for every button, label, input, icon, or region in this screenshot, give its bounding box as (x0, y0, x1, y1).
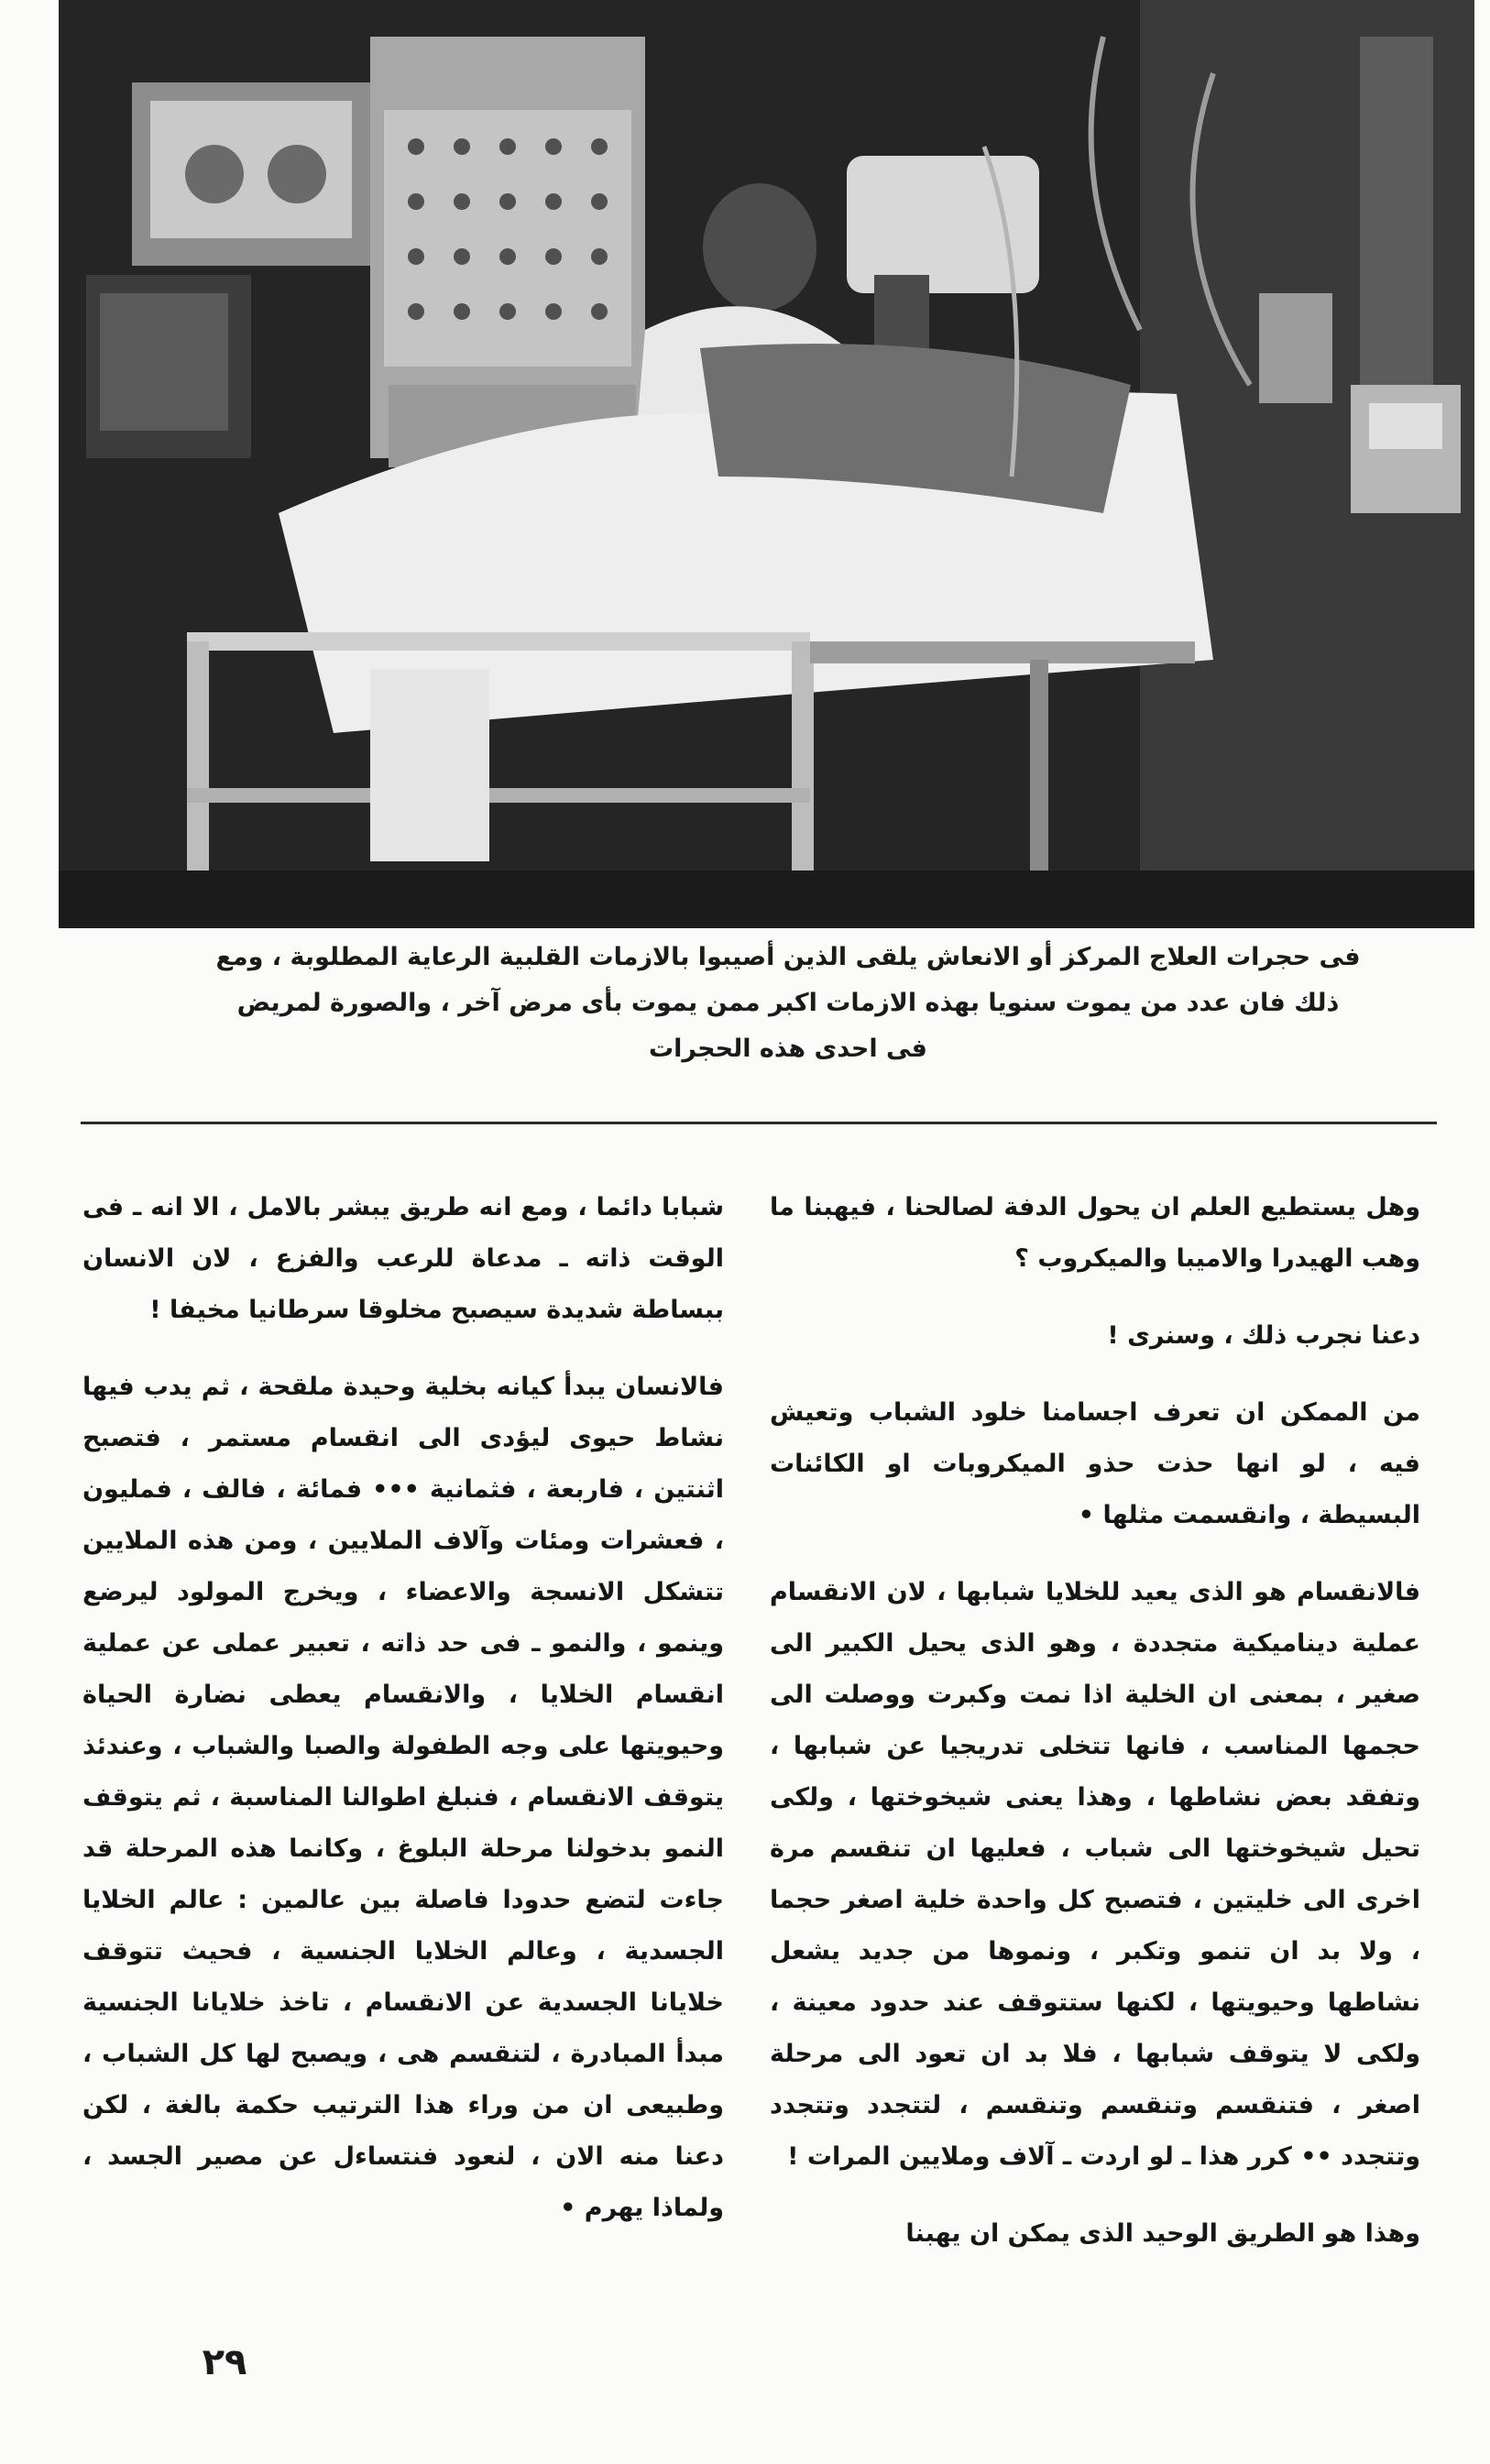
paragraph: من الممكن ان تعرف اجسامنا خلود الشباب وتعيش فيه ، لو انها حذت حذو الميكروبات او الكائنات البسيطة ، وانقسمت مثلها • (770, 1398, 1420, 1529)
paragraph: فالانقسام هو الذى يعيد للخلايا شبابها ، لان الانقسام عملية ديناميكية متجددة ، وهو الذى يحيل الكبير الى صغير ، بمعنى ان الخلية اذا نمت وكبرت ووصلت الى حجمها المناسب ، فانها تتخلى تدريجيا عن شبابها ، وتفقد بعض نشاطها ، وهذا يعنى شيخوختها ، ولكى تحيل شيخوختها الى شباب ، فعليها ان تنقسم مرة اخرى الى خليتين ، فتصبح كل واحدة خلية اصغر حجما ، ولا بد ان تنمو وتكبر ، ونموها من جديد يشعل نشاطها وحيويتها ، لكنها ستتوقف عند حدود معينة ، ولكى لا يتوقف شبابها ، فلا بد ان تعود الى مرحلة اصغر ، فتنقسم وتنقسم وتنقسم ، لتتجدد وتتجدد وتتجدد •• كرر هذا ـ لو اردت ـ آلاف وملايين المرات ! (770, 1578, 1420, 2171)
photo-caption (128, 935, 1448, 1072)
paragraph: فالانسان يبدأ كيانه بخلية وحيدة ملقحة ، ثم يدب فيها نشاط حيوى ليؤدى الى انقسام مستمر ، فتصبح اثنتين ، فاربعة ، فثمانية ••• فمائة ، فالف ، فمليون ، فعشرات ومئات وآلاف الملايين ، ومن هذه الملايين تتشكل الانسجة والاعضاء ، ويخرج المولود ليرضع وينمو ، والنمو ـ فى حد ذاته ، تعبير عملى عن عملية انقسام الخلايا ، والانقسام يعطى نضارة الحياة وحيويتها على وجه الطفولة والصبا والشباب ، وعندئذ يتوقف الانقسام ، فنبلغ اطوالنا المناسبة ، ثم يتوقف النمو بدخولنا مرحلة البلوغ ، وكانما هذه المرحلة قد جاءت لتضع حدودا فاصلة بين عالمين : عالم الخلايا الجسدية ، وعالم الخلايا الجنسية ، فحيث تتوقف خلايانا الجسدية عن الانقسام ، تاخذ خلايانا الجنسية مبدأ المبادرة ، لتنقسم هى ، ويصبح لها كل الشباب ، وطبيعى ان من وراء هذا الترتيب حكمة بالغة ، لكن دعنا منه الان ، لنعود فنتساءل عن مصير الجسد ، ولماذا يهرم • (82, 1373, 724, 2222)
caption-line: فى احدى هذه الحجرات (648, 1035, 927, 1063)
page-number: ٢٩ (202, 2341, 247, 2383)
photo-illustration (59, 0, 1474, 928)
caption-line: فى حجرات العلاج المركز أو الانعاش يلقى الذين أصيبوا بالازمات القلبية الرعاية المطلوبة ، ومع (215, 943, 1361, 971)
paragraph: وهل يستطيع العلم ان يحول الدفة لصالحنا ، فيهبنا ما وهب الهيدرا والاميبا والميكروب ؟ (770, 1193, 1420, 1273)
caption-line: ذلك فان عدد من يموت سنويا بهذه الازمات اكبر ممن يموت بأى مرض آخر ، والصورة لمريض (236, 989, 1340, 1017)
paragraph: دعنا نجرب ذلك ، وسنرى ! (1107, 1321, 1420, 1350)
hospital-room-photo (59, 0, 1474, 928)
article-column-right (770, 1182, 1420, 2260)
article-column-left (82, 1182, 724, 2234)
horizontal-divider (81, 1122, 1437, 1124)
paragraph: وهذا هو الطريق الوحيد الذى يمكن ان يهبنا (905, 2219, 1420, 2248)
paragraph: شبابا دائما ، ومع انه طريق يبشر بالامل ، الا انه ـ فى الوقت ذاته ـ مدعاة للرعب والفزع ، لان الانسان ببساطة شديدة سيصبح مخلوقا سرطانيا مخيفا ! (82, 1193, 724, 1324)
